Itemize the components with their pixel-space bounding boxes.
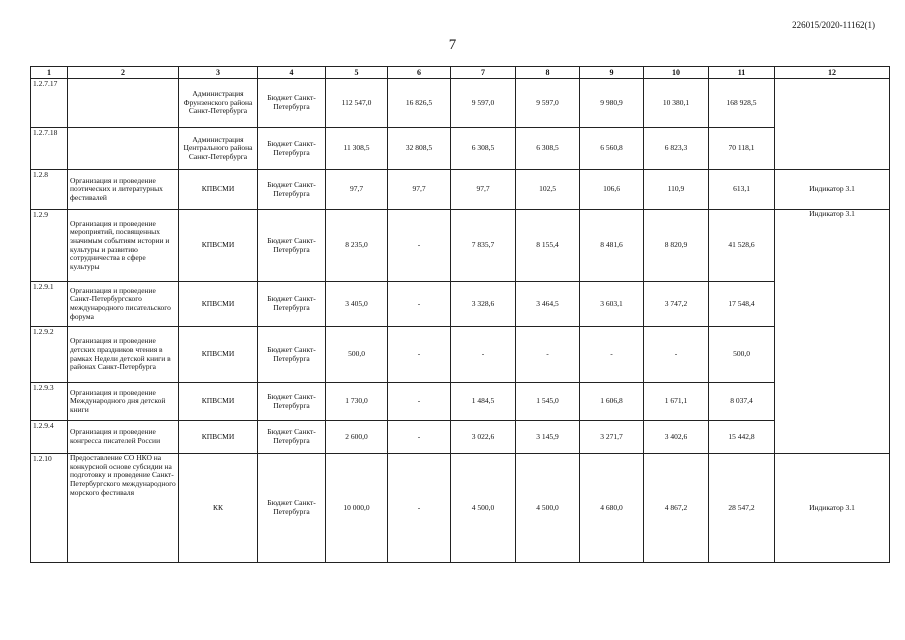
activity-name: Организация и проведение поэтических и литературных фестивалей [68,170,179,210]
value-cell: - [388,383,451,421]
value-cell: 3 747,2 [644,282,709,327]
value-cell: 4 867,2 [644,454,709,563]
col-header: 1 [31,67,68,79]
value-cell: 3 405,0 [326,282,388,327]
value-cell: 2 600,0 [326,421,388,454]
table-row [31,327,890,383]
table-row [31,79,890,128]
value-cell: - [388,210,451,282]
table-row [31,421,890,454]
value-cell: 106,6 [580,170,644,210]
indicator: Индикатор 3.1 [775,454,890,563]
executor: КПВСМИ [179,327,258,383]
activity-name: Организация и проведение детских праздников чтения в рамках Недели детской книги в районах Санкт-Петербурга [68,327,179,383]
total-cell: 28 547,2 [709,454,775,563]
total-cell: 168 928,5 [709,79,775,128]
col-header: 6 [388,67,451,79]
activity-name: Предоставление СО НКО на конкурсной основе субсидии на подготовку и проведение Санкт-Петербургского международного морского фестиваля [68,454,179,563]
value-cell: 6 560,8 [580,128,644,170]
value-cell: 1 606,8 [580,383,644,421]
indicator: Индикатор 3.1 [775,210,890,454]
funding-source: Бюджет Санкт-Петербурга [258,327,326,383]
indicator [775,79,890,170]
value-cell: 1 671,1 [644,383,709,421]
row-number: 1.2.9 [31,210,68,282]
table-row [31,383,890,421]
executor: КПВСМИ [179,282,258,327]
value-cell: 32 808,5 [388,128,451,170]
value-cell: 7 835,7 [451,210,516,282]
value-cell: 10 380,1 [644,79,709,128]
activity-name: Организация и проведение Международного дня детской книги [68,383,179,421]
value-cell: 8 481,6 [580,210,644,282]
value-cell: 1 484,5 [451,383,516,421]
value-cell: 6 823,3 [644,128,709,170]
funding-source: Бюджет Санкт-Петербурга [258,170,326,210]
table-row [31,210,890,282]
executor: Администрация Центрального района Санкт-Петербурга [179,128,258,170]
indicator: Индикатор 3.1 [775,170,890,210]
executor: КПВСМИ [179,383,258,421]
value-cell: - [644,327,709,383]
row-number: 1.2.9.4 [31,421,68,454]
funding-source: Бюджет Санкт-Петербурга [258,282,326,327]
funding-source: Бюджет Санкт-Петербурга [258,210,326,282]
value-cell: 3 145,9 [516,421,580,454]
value-cell: 11 308,5 [326,128,388,170]
row-number: 1.2.9.3 [31,383,68,421]
funding-source: Бюджет Санкт-Петербурга [258,128,326,170]
value-cell: 8 235,0 [326,210,388,282]
activity-name: Организация и проведение мероприятий, посвященных значимым событиям истории и культуры и развитию сотрудничества в сфере культуры [68,210,179,282]
value-cell: 9 980,9 [580,79,644,128]
value-cell: 3 464,5 [516,282,580,327]
activity-name [68,79,179,128]
total-cell: 8 037,4 [709,383,775,421]
col-header: 11 [709,67,775,79]
value-cell: 3 271,7 [580,421,644,454]
col-header: 8 [516,67,580,79]
activity-name [68,128,179,170]
table-row [31,282,890,327]
value-cell: - [388,421,451,454]
budget-table [30,66,890,563]
value-cell: - [388,327,451,383]
value-cell: 9 597,0 [451,79,516,128]
col-header: 10 [644,67,709,79]
row-number: 1.2.9.1 [31,282,68,327]
table-row [31,454,890,563]
total-cell: 15 442,8 [709,421,775,454]
value-cell: 97,7 [326,170,388,210]
row-number: 1.2.10 [31,454,68,563]
value-cell: 1 545,0 [516,383,580,421]
value-cell: 10 000,0 [326,454,388,563]
total-cell: 500,0 [709,327,775,383]
value-cell: 4 500,0 [451,454,516,563]
col-header: 12 [775,67,890,79]
value-cell: 112 547,0 [326,79,388,128]
row-number: 1.2.8 [31,170,68,210]
activity-name: Организация и проведение Санкт-Петербургского международного писательского форума [68,282,179,327]
value-cell: 3 022,6 [451,421,516,454]
row-number: 1.2.7.17 [31,79,68,128]
executor: КПВСМИ [179,170,258,210]
value-cell: 500,0 [326,327,388,383]
executor: КПВСМИ [179,210,258,282]
value-cell: 3 328,6 [451,282,516,327]
total-cell: 17 548,4 [709,282,775,327]
page-number: 7 [448,37,457,53]
total-cell: 70 118,1 [709,128,775,170]
row-number: 1.2.9.2 [31,327,68,383]
value-cell: 9 597,0 [516,79,580,128]
value-cell: 97,7 [451,170,516,210]
col-header: 7 [451,67,516,79]
table-row [31,170,890,210]
header-row [31,67,890,79]
value-cell: - [388,282,451,327]
value-cell: 16 826,5 [388,79,451,128]
value-cell: 3 603,1 [580,282,644,327]
funding-source: Бюджет Санкт-Петербурга [258,79,326,128]
value-cell: 8 820,9 [644,210,709,282]
value-cell: 4 500,0 [516,454,580,563]
executor: Администрация Фрунзенского района Санкт-Петербурга [179,79,258,128]
executor: КК [179,454,258,563]
document-id: 226015/2020-11162(1) [792,20,875,30]
value-cell: 3 402,6 [644,421,709,454]
value-cell: - [451,327,516,383]
col-header: 2 [68,67,179,79]
table-row [31,128,890,170]
activity-name: Организация и проведение конгресса писателей России [68,421,179,454]
col-header: 3 [179,67,258,79]
total-cell: 613,1 [709,170,775,210]
value-cell: 6 308,5 [516,128,580,170]
total-cell: 41 528,6 [709,210,775,282]
executor: КПВСМИ [179,421,258,454]
value-cell: 6 308,5 [451,128,516,170]
value-cell: - [388,454,451,563]
value-cell: 1 730,0 [326,383,388,421]
col-header: 5 [326,67,388,79]
value-cell: 97,7 [388,170,451,210]
value-cell: 110,9 [644,170,709,210]
value-cell: - [516,327,580,383]
value-cell: 102,5 [516,170,580,210]
col-header: 9 [580,67,644,79]
value-cell: - [580,327,644,383]
funding-source: Бюджет Санкт-Петербурга [258,421,326,454]
col-header: 4 [258,67,326,79]
funding-source: Бюджет Санкт-Петербурга [258,383,326,421]
funding-source: Бюджет Санкт-Петербурга [258,454,326,563]
value-cell: 8 155,4 [516,210,580,282]
value-cell: 4 680,0 [580,454,644,563]
row-number: 1.2.7.18 [31,128,68,170]
